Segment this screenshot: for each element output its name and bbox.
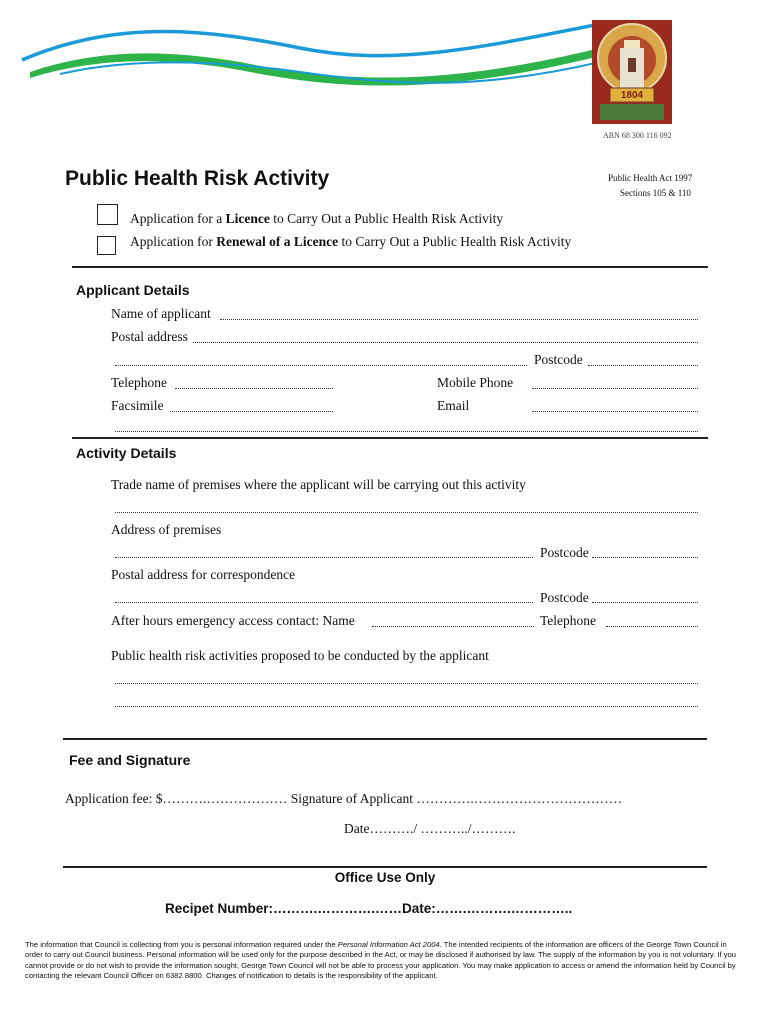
privacy-notice-act: Personal Information Act 2004: [337, 940, 440, 949]
correspondence-label: Postal address for correspondence: [111, 567, 296, 582]
email-field[interactable]: [532, 411, 698, 412]
after-hours-telephone-label: Telephone: [540, 613, 597, 628]
premises-postcode-field[interactable]: [592, 557, 698, 558]
mobile-field[interactable]: [532, 388, 698, 389]
divider: [72, 266, 708, 268]
activities-field-2[interactable]: [115, 706, 698, 707]
page-title: Public Health Risk Activity: [65, 167, 330, 190]
divider: [63, 866, 707, 868]
postcode-field[interactable]: [588, 365, 698, 366]
licence-checkbox[interactable]: [97, 204, 118, 225]
premises-postcode-label: Postcode: [540, 545, 589, 560]
privacy-notice-part2: . The intended recipients of the information are officers of the George Town Council in order to carry out Council business. Personal information will be used only for the purpose described in the Act, or may be disclosed if authorised by law. The supply of the information by you is not voluntary. If you cannot provide or do not wish to provide the information sought, George Town Council will not be able to process your application. You may make application to access or amend the information held by Council by contacting the relevant Council Officer on 6382 8800. Changes of notification to details is the responsibility of the applicant.: [25, 940, 736, 981]
trade-name-label: Trade name of premises where the applicant will be carrying out this activity: [111, 477, 526, 492]
telephone-label: Telephone: [111, 375, 168, 390]
name-label: Name of applicant: [111, 306, 211, 321]
receipt-line: Recipet Number:……….………….……Date:…….……….…………..: [165, 901, 573, 916]
premises-address-field[interactable]: [115, 557, 533, 558]
correspondence-postcode-label: Postcode: [540, 590, 589, 605]
premises-address-label: Address of premises: [111, 522, 222, 537]
trade-name-field[interactable]: [115, 512, 698, 513]
after-hours-telephone-field[interactable]: [606, 626, 698, 627]
privacy-notice: [25, 940, 745, 982]
act-reference: Public Health Act 1997: [608, 173, 693, 183]
divider: [72, 437, 708, 439]
email-field-2[interactable]: [115, 431, 698, 432]
postal-field[interactable]: [193, 342, 698, 343]
after-hours-name-field[interactable]: [372, 626, 534, 627]
licence-option-bold: Licence: [225, 211, 270, 226]
privacy-notice-part1: The information that Council is collecting from you is personal information required under the: [25, 940, 338, 949]
renewal-option-label: [130, 234, 571, 250]
activities-field-1[interactable]: [115, 683, 698, 684]
correspondence-field[interactable]: [115, 602, 533, 603]
renewal-option-pre: Application for: [130, 234, 217, 249]
renewal-checkbox[interactable]: [97, 236, 116, 255]
fee-signature-line[interactable]: Application fee: $……….……………… Signature of Applicant ………….……………………………: [65, 791, 623, 806]
date-line[interactable]: Date………./ ………../……….: [344, 821, 516, 836]
renewal-option-post: to Carry Out a Public Health Risk Activity: [338, 234, 572, 249]
office-heading: Office Use Only: [334, 870, 436, 885]
divider: [63, 738, 707, 740]
header-wave-graphic: [0, 0, 600, 110]
renewal-option-bold: Renewal of a Licence: [216, 234, 339, 249]
fax-label: Facsimile: [111, 398, 164, 413]
abn-text: ABN 68 300 116 092: [603, 131, 672, 140]
council-logo: [590, 18, 674, 126]
fax-field[interactable]: [170, 411, 333, 412]
logo-year: 1804: [620, 90, 644, 101]
email-label: Email: [437, 398, 470, 413]
activity-heading: Activity Details: [76, 445, 177, 461]
postal-label: Postal address: [111, 329, 188, 344]
fee-heading: Fee and Signature: [69, 752, 191, 768]
after-hours-label: After hours emergency access contact: Name: [111, 613, 355, 628]
telephone-field[interactable]: [175, 388, 333, 389]
sections-reference: Sections 105 & 110: [620, 188, 691, 198]
postal-field-2[interactable]: [115, 365, 527, 366]
postcode-label: Postcode: [534, 352, 583, 367]
licence-option-pre: Application for a: [130, 211, 226, 226]
activities-label: Public health risk activities proposed to be conducted by the applicant: [111, 648, 489, 663]
name-field[interactable]: [220, 319, 698, 320]
correspondence-postcode-field[interactable]: [592, 602, 698, 603]
applicant-heading: Applicant Details: [76, 282, 190, 298]
mobile-label: Mobile Phone: [437, 375, 514, 390]
licence-option-post: to Carry Out a Public Health Risk Activity: [269, 211, 504, 226]
licence-option-label: [130, 211, 503, 227]
